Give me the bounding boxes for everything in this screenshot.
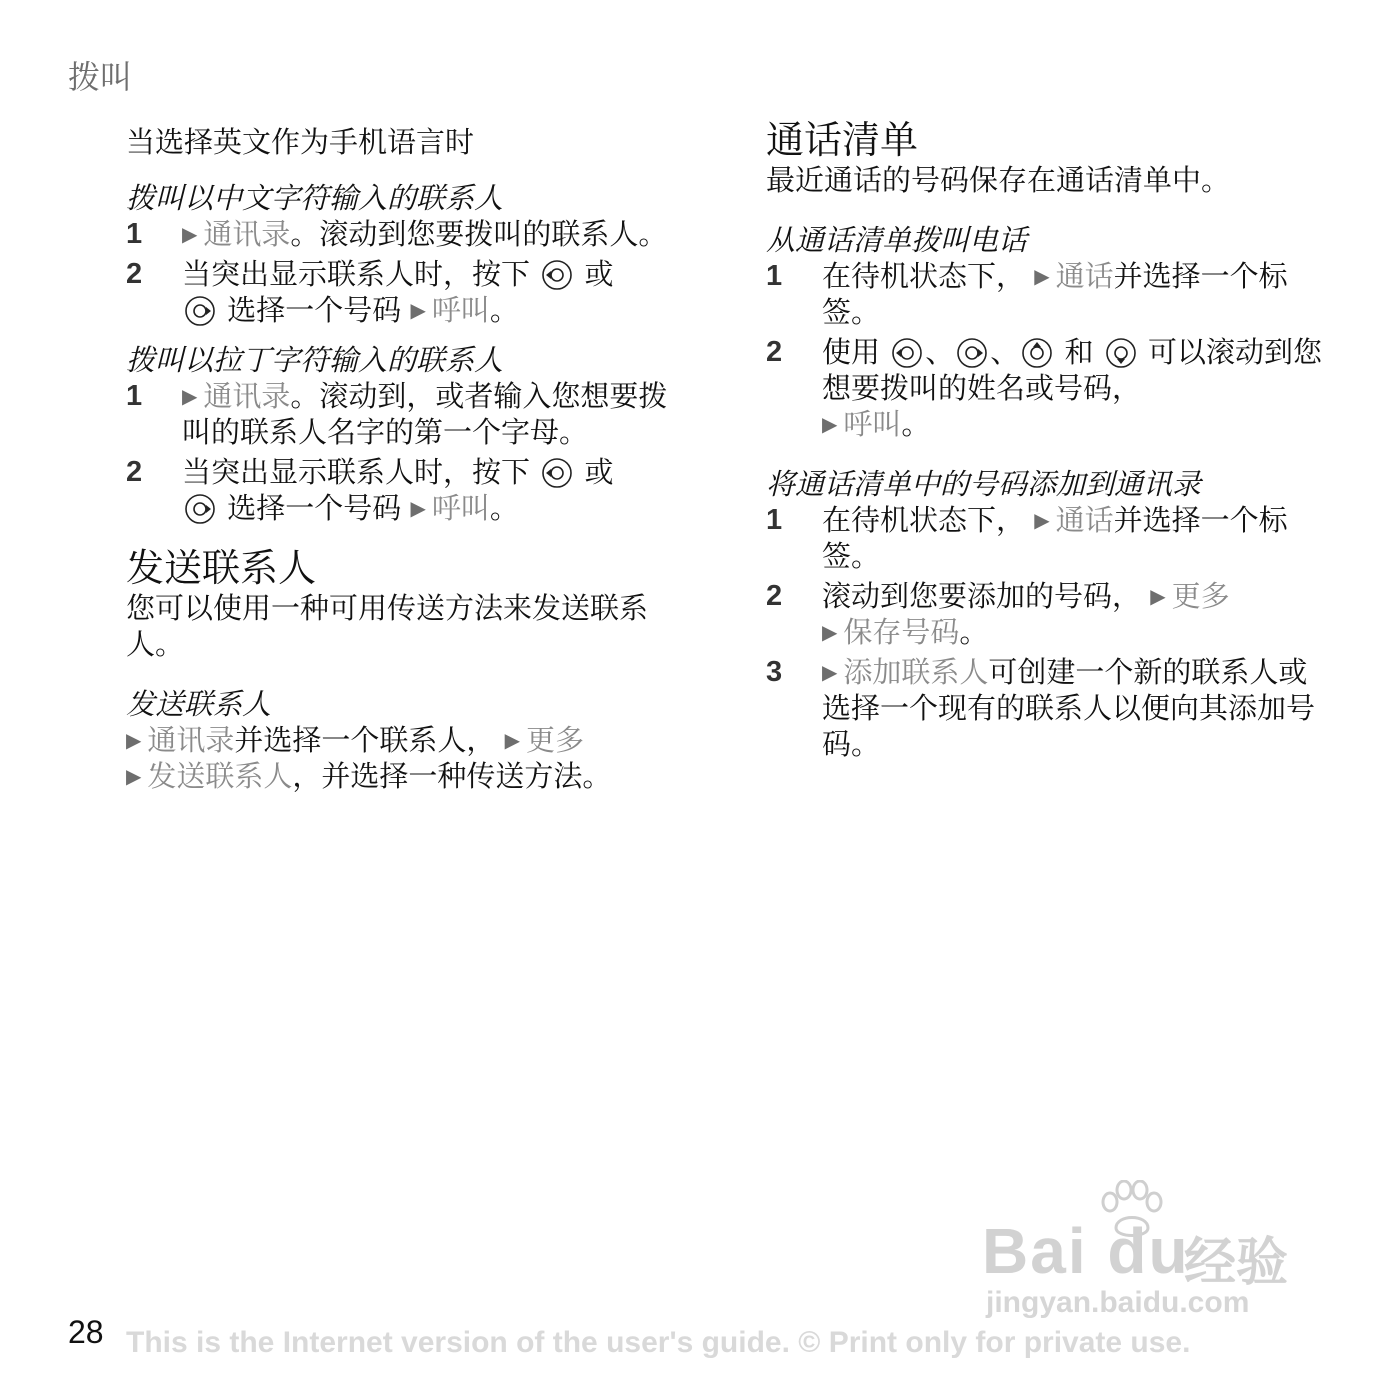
step-body [182, 378, 686, 450]
step-number: 2 [766, 336, 783, 368]
menu-link-contacts[interactable]: 通讯录 [147, 723, 235, 757]
page-number: 28 [68, 1314, 104, 1350]
menu-link-more[interactable]: 更多 [1171, 579, 1230, 613]
step-text: 当突出显示联系人时，按下 [182, 455, 531, 489]
arrow-icon: ▶ [822, 660, 838, 684]
step-body [182, 216, 686, 252]
watermark-cn: 经验 [1184, 1233, 1289, 1293]
or-text: 或 [584, 455, 614, 489]
section-description: 最近通话的号码保存在通话清单中。 [766, 163, 1231, 197]
menu-link-contacts[interactable]: 通讯录 [203, 379, 291, 413]
arrow-icon: ▶ [410, 496, 426, 520]
arrow-icon: ▶ [410, 298, 426, 322]
step-text: ，并选择一种传送方法。 [292, 759, 612, 793]
step-number: 1 [126, 380, 143, 412]
nav-key-right-icon [184, 295, 216, 327]
subheading-send-contact: 发送联系人 [126, 687, 272, 721]
nav-key-left-icon [891, 337, 923, 369]
step-number: 3 [766, 656, 783, 688]
step-text: 在待机状态下， [822, 259, 1026, 293]
step-text: 滚动到您要添加的号码， [822, 579, 1142, 613]
step-1 [766, 258, 1326, 330]
arrow-icon: ▶ [822, 620, 838, 644]
send-instructions [126, 722, 686, 794]
period: 。 [901, 407, 931, 441]
step-1 [766, 502, 1326, 574]
watermark-url: jingyan.baidu.com [986, 1286, 1250, 1319]
step-text: 。滚动到，或者输入您想要拨叫的联系人名字的第一个字母。 [182, 379, 668, 449]
and-text: 和 [1064, 335, 1094, 369]
separator: 、 [925, 335, 955, 369]
nav-key-left-icon [541, 259, 573, 291]
menu-link-add-contact[interactable]: 添加联系人 [843, 655, 989, 689]
step-text: 。滚动到您要拨叫的联系人。 [290, 217, 668, 251]
menu-link-send-contact[interactable]: 发送联系人 [147, 759, 293, 793]
step-number: 2 [126, 258, 143, 290]
arrow-icon: ▶ [504, 728, 521, 752]
step-number: 2 [766, 580, 783, 612]
subheading-add-to-contacts: 将通话清单中的号码添加到通讯录 [766, 467, 1202, 501]
nav-key-up-icon [1021, 337, 1053, 369]
watermark [978, 1180, 1308, 1330]
step-text: 并选择一个标签。 [822, 503, 1288, 573]
menu-link-contacts[interactable]: 通讯录 [203, 217, 291, 251]
step-1 [126, 378, 686, 450]
step-number: 2 [126, 456, 143, 488]
step-number: 1 [766, 504, 783, 536]
or-text: 或 [584, 257, 614, 291]
step-text: 并选择一个标签。 [822, 259, 1288, 329]
step-text: 在待机状态下， [822, 503, 1026, 537]
step-text: 使用 [822, 335, 881, 369]
steps-latin [126, 378, 686, 526]
step-number: 1 [766, 260, 783, 292]
menu-link-calls[interactable]: 通话 [1055, 259, 1114, 293]
separator: 、 [990, 335, 1020, 369]
step-2 [766, 578, 1326, 650]
period: 。 [489, 293, 519, 327]
arrow-icon: ▶ [126, 728, 142, 752]
footer-note: This is the Internet version of the user's guide. © Print only for private use. [126, 1326, 1191, 1359]
section-heading-call-list: 通话清单 [766, 118, 919, 162]
arrow-icon: ▶ [1034, 508, 1050, 532]
period: 。 [959, 615, 989, 649]
subheading-call-from-list: 从通话清单拨叫电话 [766, 223, 1028, 257]
step-2 [126, 256, 686, 328]
step-text: 选择一个号码 [227, 491, 402, 525]
nav-key-left-icon [541, 457, 573, 489]
step-2 [766, 334, 1326, 442]
step-text: 选择一个号码 [227, 293, 402, 327]
arrow-icon: ▶ [182, 384, 198, 408]
arrow-icon: ▶ [822, 412, 838, 436]
menu-link-save-number[interactable]: 保存号码 [843, 615, 960, 649]
right-column [766, 118, 1326, 766]
steps-call-from-list [766, 258, 1326, 442]
section-heading-send-contacts: 发送联系人 [126, 546, 317, 590]
steps-add-to-contacts [766, 502, 1326, 762]
section-description: 您可以使用一种可用传送方法来发送联系人。 [126, 591, 649, 661]
steps-chinese [126, 216, 686, 328]
subheading-chinese-contacts: 拨叫以中文字符输入的联系人 [126, 181, 504, 215]
step-text: 可以滚动到您想要拨叫的姓名或号码， [822, 335, 1322, 405]
step-2 [126, 454, 686, 526]
period: 。 [489, 491, 519, 525]
step-body [822, 654, 1326, 762]
menu-link-call[interactable]: 呼叫 [431, 293, 490, 327]
menu-link-more[interactable]: 更多 [526, 723, 585, 757]
step-1 [126, 216, 686, 252]
running-header: 拨叫 [68, 58, 133, 96]
subheading-latin-contacts: 拨叫以拉丁字符输入的联系人 [126, 343, 504, 377]
step-body [822, 578, 1326, 650]
step-body [822, 258, 1326, 330]
arrow-icon: ▶ [1034, 264, 1050, 288]
arrow-icon: ▶ [182, 222, 198, 246]
left-column [126, 118, 686, 794]
step-body [182, 454, 686, 526]
arrow-icon: ▶ [126, 764, 142, 788]
arrow-icon: ▶ [1150, 584, 1166, 608]
menu-link-calls[interactable]: 通话 [1055, 503, 1114, 537]
menu-link-call[interactable]: 呼叫 [843, 407, 902, 441]
step-body [822, 334, 1326, 442]
step-text: 当突出显示联系人时，按下 [182, 257, 531, 291]
intro-text: 当选择英文作为手机语言时 [126, 125, 475, 159]
watermark-logo: Bai du [982, 1215, 1190, 1287]
nav-key-right-icon [956, 337, 988, 369]
step-body [822, 502, 1326, 574]
step-text: 并选择一个联系人， [234, 723, 496, 757]
step-3 [766, 654, 1326, 762]
step-text: 可创建一个新的联系人或选择一个现有的联系人以便向其添加号码。 [822, 655, 1316, 761]
step-body [182, 256, 686, 328]
step-number: 1 [126, 218, 143, 250]
nav-key-right-icon [184, 493, 216, 525]
nav-key-down-icon [1105, 337, 1137, 369]
menu-link-call[interactable]: 呼叫 [431, 491, 490, 525]
